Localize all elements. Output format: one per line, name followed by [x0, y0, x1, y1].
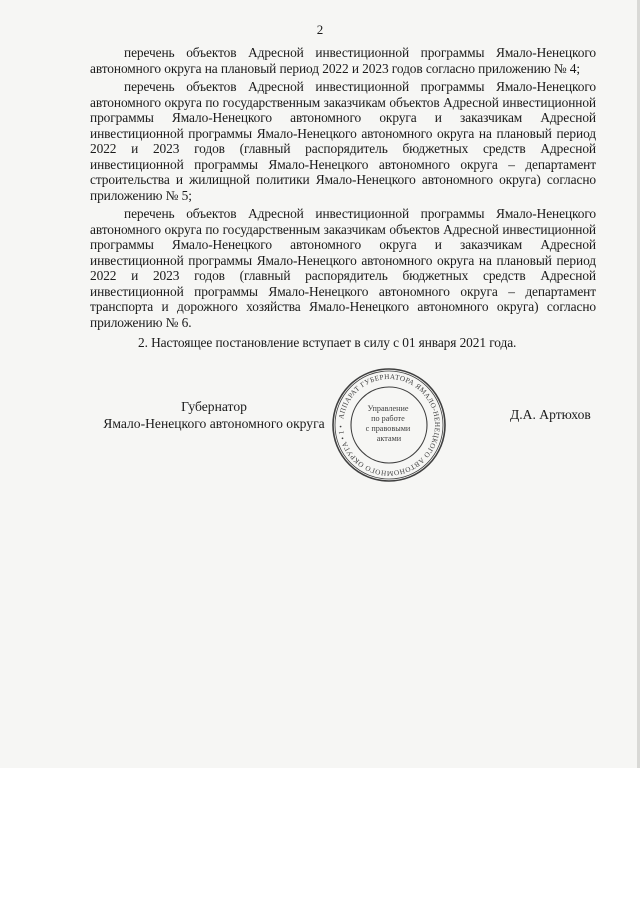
page-number: 2 — [316, 22, 324, 37]
page-background — [0, 768, 640, 905]
paragraph-appendix-6: перечень объектов Адресной инвестиционной программы Ямало-Ненецкого автономного округа по государственным заказчикам объектов Адресной инвестиционной программы Ямало-Ненецкого автономного округа и заказчикам Адресной инвестиционной программы Ямало-Ненецкого автономного округа на плановый период 2022 и 2023 годов (главный распорядитель бюджетных средств Адресной инвестиционной программы Ямало-Ненецкого автономного округа – департамент транспорта и дорожного хозяйства Ямало-Ненецкого автономного округа) согласно приложению № 6. — [90, 206, 596, 330]
signatory-position — [84, 398, 344, 432]
signature-block — [0, 372, 640, 500]
document-body — [90, 45, 596, 354]
signatory-name: Д.А. Артюхов — [510, 407, 591, 422]
svg-text:Управление по работе: Управление по работе с правовыми актами — [365, 404, 411, 443]
paragraph-effective-date: 2. Настоящее постановление вступает в силу с 01 января 2021 года. — [138, 335, 517, 350]
official-stamp — [330, 366, 448, 484]
paragraph-appendix-4: перечень объектов Адресной инвестиционной программы Ямало-Ненецкого автономного округа на плановый период 2022 и 2023 годов согласно приложению № 4; — [90, 45, 596, 76]
signatory-organization: Ямало-Ненецкого автономного округа — [103, 416, 325, 431]
paragraph-appendix-5: перечень объектов Адресной инвестиционной программы Ямало-Ненецкого автономного округа по государственным заказчикам объектов Адресной инвестиционной программы Ямало-Ненецкого автономного округа и заказчикам Адресной инвестиционной программы Ямало-Ненецкого автономного округа на плановый период 2022 и 2023 годов (главный распорядитель бюджетных средств Адресной инвестиционной программы Ямало-Ненецкого автономного округа – департамент строительства и жилищной политики Ямало-Ненецкого автономного округа) согласно приложению № 5; — [90, 79, 596, 203]
signatory-title: Губернатор — [181, 399, 247, 414]
svg-text:АППАРАТ ГУБЕРНАТОРА ЯМАЛО-НЕНЕ: АППАРАТ ГУБЕРНАТОРА ЯМАЛО-НЕНЕЦКОГО АВТОНОМНОГО ОКРУГА • 1 • — [336, 372, 442, 478]
stamp-seal-icon — [330, 366, 448, 484]
